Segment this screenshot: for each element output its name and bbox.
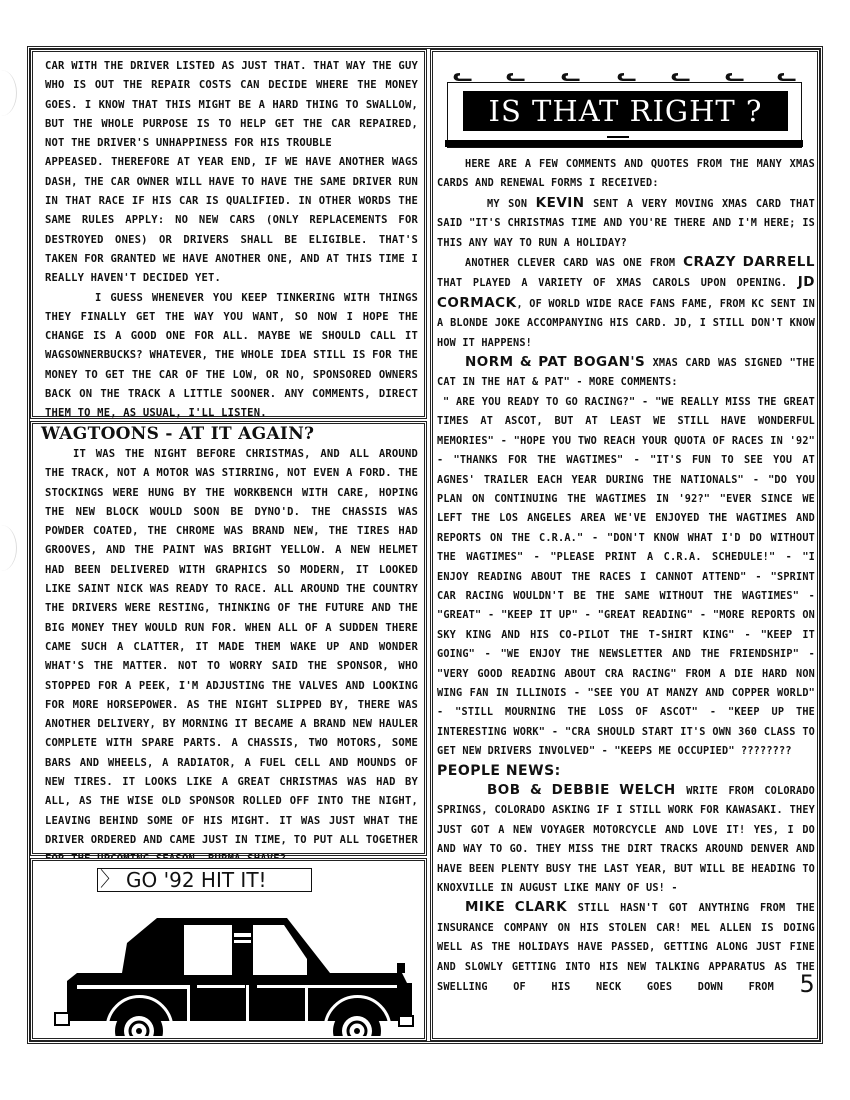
text: WRITE FROM COLORADO SPRINGS, COLORADO ASKING IF I STILL WORK FOR KAWASAKI. THEY JUST GOT A NEW VOYAGER MOTORCYCLE AND LOVE IT! YES, I DO AND WAY TO GO. THEY MISS THE DIRT TRACKS AROUND DENVER AND HAVE BEEN PLENTY BUSY THE LAST YEAR, BUT WILL BE HEADING TO KNOXVILLE IN AUGUST LIKE MANY OF US! - [437,786,815,895]
car-pillar-mark [234,933,251,937]
article-paragraph: APPEASED. THEREFORE AT YEAR END, IF WE HAVE ANOTHER WAGS DASH, THE CAR OWNER WILL HAVE TO HAVE THE SAME DRIVER RUN IN THAT RACE IF HIS CAR IS QUALIFIED. IN OTHER WORDS THE SAME RULES APPLY: NO NEW CARS (ONLY REPLACEMENTS FOR DESTROYED ONES) OR DRIVERS SHALL BE ELIGIBLE. THAT'S TAKEN FOR GRANTED WE HAVE ANOTHER ONE, AND AT THIS TIME I REALLY HAVEN'T DECIDED YET. [45,156,418,285]
darrell-paragraph [437,253,815,353]
article-paragraph: I GUESS WHENEVER YOU KEEP TINKERING WITH THINGS THEY FINALLY GET THE WAY YOU WANT, SO NOW I HOPE THE CHANGE IS A GOOD ONE FOR ALL. MAYBE WE SHOULD CALL IT WAGSOWNERBUCKS? WHATEVER, THE WHOLE IDEA STILL IS FOR THE MONEY TO GET THE CAR OF THE LOW, OR NO, SPONSORED OWNERS BACK ON THE TRACK A LITTLE SOONER. ANY COMMENTS, DIRECT THEM TO ME, AS USUAL, I'LL LISTEN. [45,291,418,420]
name-jd-cormack: JD CORMACK [437,274,815,311]
page-number: 5 [799,970,815,999]
car-window [184,925,232,975]
text: STILL HASN'T GOT ANYTHING FROM THE INSURANCE COMPANY ON HIS STOLEN CAR! MEL ALLEN IS DOING WELL AS THE HOLIDAYS HAVE PASSED, GETTING ALONG JUST FINE AND SLOWLY GETTING INTO HIS NEW TALKING APPARATUS AS THE SWELLING OF HIS NECK GOES DOWN FROM [437,903,816,994]
kevin-paragraph [437,194,815,253]
hook-icon: ᓚ [505,66,526,85]
chevron-icon: 〉 [100,867,120,891]
wagtoons-title: WAGTOONS - AT IT AGAIN? [41,424,315,444]
hook-icon: ᓚ [724,66,745,85]
quotes-paragraph: " ARE YOU READY TO GO RACING?" - "WE REALLY MISS THE GREAT TIMES AT ASCOT, BUT AT LEAST WE STILL HAVE WONDERFUL MEMORIES" - "HOPE YOU TWO REACH YOUR QUOTA OF RACES IN '92" - "THANKS FOR THE WAGTIMES" - "IT'S FUN TO SEE YOU AT AGNES' TRAILER EACH YEAR DURING THE NATIONALS" - "DO YOU PLAN ON CONTINUING THE WAGTIMES IN '92?" "EVER SINCE WE LEFT THE LOS ANGELES AREA WE'VE ENJOYED THE WAGTIMES AND REPORTS ON THE C.R.A." - "DON'T KNOW WHAT I'D DO WITHOUT THE WAGTIMES" - "PLEASE PRINT A C.R.A. SCHEDULE!" - "I ENJOY READING ABOUT THE RACES I CANNOT ATTEND" - "SPRINT CAR RACING WOULDN'T BE THE SAME WITHOUT THE WAGTIMES" - "GREAT" - "KEEP IT UP" - "GREAT READING" - "MORE REPORTS ON SKY KING AND HIS CO-PILOT THE T-SHIRT KING" - "KEEP IT GOING" - "WE ENJOY THE NEWSLETTER AND THE FRIENDSHIP" - "VERY GOOD READING ABOUT CRA RACING" FROM A DIE HARD NON WING FAN IN ILLINOIS - "SEE YOU AT MANZY AND COPPER WORLD" - "STILL MOURNING THE LOSS OF ASCOT" - "KEEP UP THE INTERESTING WORK" - "CRA SHOULD START IT'S OWN 360 CLASS TO GET NEW DRIVERS INVOLVED" - "KEEPS ME OCCUPIED" ???????? [437,396,815,758]
hook-icon: ᓚ [776,66,797,85]
text: THAT PLAYED A VARIETY OF XMAS CAROLS UPON OPENING. [437,278,798,290]
name-kevin: KEVIN [535,194,585,211]
car-pillar-mark [234,940,251,943]
limousine-car-icon [47,901,417,1036]
hook-icon: ᓚ [616,66,637,85]
go-banner [97,868,312,892]
car-antenna [397,963,405,973]
car-window [253,925,307,975]
welch-paragraph [437,781,815,898]
text: , OF WORLD WIDE RACE FANS FAME, FROM KC SENT IN A BLONDE JOKE ACCOMPANYING HIS CARD. JD, I STILL DON'T KNOW HOW IT HAPPENS! [437,298,815,349]
text: ANOTHER CLEVER CARD WAS ONE FROM [465,258,684,270]
right-column-body [437,155,815,997]
hook-icon: ᓚ [560,66,581,85]
wagtoons-article [30,421,427,856]
car-door-line [305,985,308,1030]
binder-hole [0,525,17,571]
hook-icon: ᓚ [670,66,691,85]
wagtoons-body [45,445,418,870]
clark-paragraph [437,898,815,997]
sign-notch [607,136,629,138]
name-norm-pat-bogan: NORM & PAT BOGAN'S [465,354,646,371]
go-92-graphic [30,858,427,1041]
header-title: IS THAT RIGHT ? [463,91,788,131]
text: SENT A VERY MOVING XMAS CARD THAT SAID "IT'S CHRISTMAS TIME AND YOU'RE THERE AND I'M HERE; IS THIS ANY WAY TO RUN A HOLIDAY? [437,198,815,249]
name-mike-clark: MIKE CLARK [465,899,568,916]
bogan-paragraph [437,353,815,393]
car-trim [252,1024,304,1027]
article-body [45,57,418,424]
go-banner-text: GO '92 HIT IT! [126,868,267,892]
car-trim [257,985,397,988]
car-trim [77,985,187,989]
car-bumper [399,1016,413,1026]
article-paragraph: CAR WITH THE DRIVER LISTED AS JUST THAT. THAT WAY THE GUY WHO IS OUT THE REPAIR COSTS CAN DECIDE WHERE THE MONEY GOES. I KNOW THAT THIS MIGHT BE A HARD THING TO SWALLOW, BUT THE WHOLE PURPOSE IS TO HELP GET THE CAR REPAIRED, NOT THE DRIVER'S UNHAPPINESS FOR HIS TROUBLE [45,60,418,150]
intro-paragraph: HERE ARE A FEW COMMENTS AND QUOTES FROM THE MANY XMAS CARDS AND RENEWAL FORMS I RECEIVED: [437,159,815,190]
text: MY SON [487,198,536,210]
sign-base [445,140,803,147]
car-bumper [55,1013,69,1025]
people-news-heading: PEOPLE NEWS: [437,762,561,779]
is-that-right-header [433,52,817,152]
owner-bucks-article [30,49,427,419]
car-trim [192,1024,244,1027]
car-door-line [246,985,249,1030]
hook-icon: ᓚ [452,66,473,85]
text: XMAS CARD WAS SIGNED "THE CAT IN THE HAT & PAT" - MORE COMMENTS: [437,358,815,389]
wagtoons-paragraph: IT WAS THE NIGHT BEFORE CHRISTMAS, AND ALL AROUND THE TRACK, NOT A MOTOR WAS STIRRING, NOT EVEN A FORD. THE STOCKINGS WERE HUNG BY THE WORKBENCH WITH CARE, HOPING THE NEW BLOCK WOULD SOON BE DYNO'D. THE CHASSIS WAS POWDER COATED, THE CHROME WAS BRAND NEW, THE TIRES HAD GROOVES, AND THE PAINT WAS BRIGHT YELLOW. A NEW HELMET HAD BEEN DELIVERED WITH GRAPHICS SO MODERN, IT LOOKED LIKE SAINT NICK WAS READY TO RACE. ALL AROUND THE COUNTRY THE DRIVERS WERE RESTING, THINKING OF THE FUTURE AND THE BIG MONEY THEY WOULD RUN FOR. WHEN ALL OF A SUDDEN THERE CAME SUCH A CLATTER, IT MADE THEM WAKE UP AND WONDER WHAT'S THE MATTER. NOT TO WORRY SAID THE SPONSOR, WHO STOPPED FOR A PEEK, I'M ADJUSTING THE VALVES AND LOOKING FOR MORE HORSEPOWER. AS THE NIGHT SLIPPED BY, THERE WAS ANOTHER DELIVERY, BY MORNING IT BECAME A BRAND NEW HAULER COMPLETE WITH SPARE PARTS. A CHASSIS, TWO MOTORS, SOME BARS AND WHEELS, A RADIATOR, A FUEL CELL AND MOUNDS OF NEW TIRES. IT LOOKS LIKE A GREAT CHRISTMAS WAS HAD BY ALL, AS THE WISE OLD SPONSOR ROLLED OFF INTO THE NIGHT, LEAVING BEHIND SOME OF HIS MIGHT. IT WAS JUST WHAT THE DRIVER ORDERED AND CAME JUST IN TIME, TO PUT ALL TOGETHER [45,448,418,846]
binder-hole [0,70,17,116]
car-trim [197,985,245,988]
is-that-right-column [430,49,820,1041]
name-crazy-darrell: CRAZY DARRELL [683,254,815,271]
name-bob-debbie-welch: BOB & DEBBIE WELCH [487,782,676,798]
car-door-line [187,985,190,1030]
